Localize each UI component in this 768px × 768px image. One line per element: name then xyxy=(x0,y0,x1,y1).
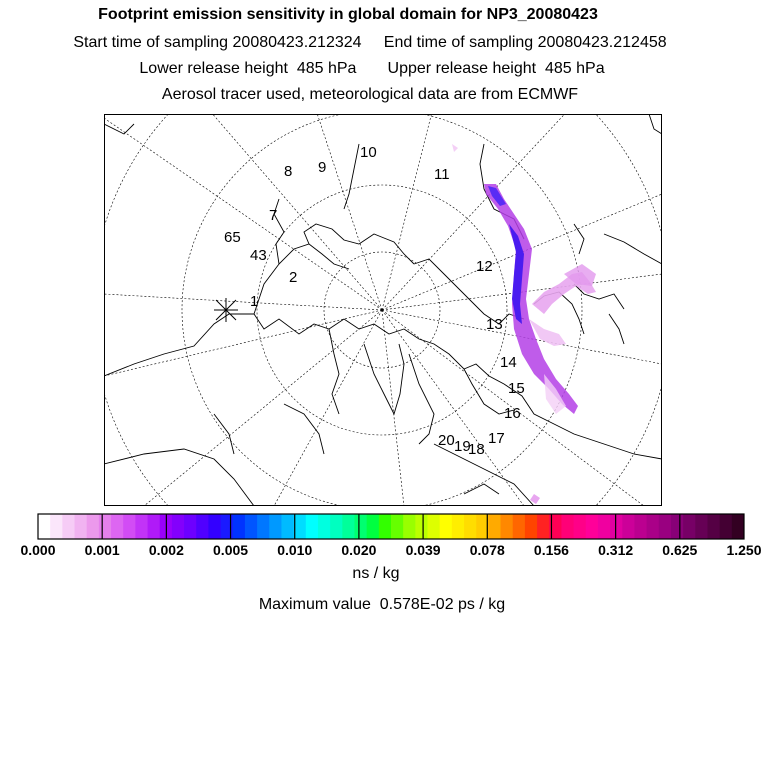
colorbar-tick-label: 0.001 xyxy=(84,542,120,558)
track-label: 12 xyxy=(476,258,493,275)
colorbar-cell xyxy=(354,514,367,539)
track-label: 10 xyxy=(360,144,377,161)
track-label: 13 xyxy=(486,316,503,333)
colorbar-cell xyxy=(525,514,538,539)
colorbar-cell xyxy=(38,514,51,539)
maximum-value-text: Maximum value 0.578E-02 ps / kg xyxy=(258,596,506,613)
colorbar-cell xyxy=(574,514,587,539)
track-label: 20 xyxy=(438,432,455,449)
colorbar-cell xyxy=(50,514,63,539)
plot-title: Footprint emission sensitivity in global domain for NP3_20080423 xyxy=(98,6,598,23)
colorbar-cell xyxy=(440,514,453,539)
colorbar-cell xyxy=(318,514,331,539)
colorbar-cell xyxy=(123,514,136,539)
colorbar-cell xyxy=(87,514,100,539)
colorbar-cell xyxy=(62,514,75,539)
colorbar-cell xyxy=(196,514,209,539)
track-label: 9 xyxy=(318,159,327,176)
colorbar-cell xyxy=(683,514,696,539)
colorbar-tick-labels xyxy=(20,542,761,558)
colorbar-cell xyxy=(647,514,660,539)
track-label: 16 xyxy=(504,405,521,422)
colorbar-cell xyxy=(464,514,477,539)
colorbar-cell xyxy=(659,514,672,539)
colorbar-cell xyxy=(135,514,148,539)
colorbar-cell xyxy=(306,514,319,539)
colorbar-tick-label: 0.312 xyxy=(598,542,634,558)
colorbar-tick-label: 0.020 xyxy=(341,542,377,558)
tracer-info-line: Aerosol tracer used, meteorological data are from ECMWF xyxy=(161,86,579,103)
release-location-marker xyxy=(214,298,238,322)
colorbar-cell xyxy=(342,514,355,539)
track-label: 14 xyxy=(500,354,517,371)
colorbar-cell xyxy=(586,514,599,539)
track-label: 18 xyxy=(468,441,485,458)
colorbar-tick-label: 0.156 xyxy=(533,542,569,558)
colorbar-cell xyxy=(257,514,270,539)
colorbar-cell xyxy=(75,514,88,539)
colorbar-tick-label: 0.625 xyxy=(662,542,698,558)
colorbar-cell xyxy=(695,514,708,539)
track-label: 65 xyxy=(224,229,241,246)
colorbar-cell xyxy=(513,514,526,539)
track-label: 1 xyxy=(250,293,259,310)
sampling-time-line: Start time of sampling 20080423.212324 End time of sampling 20080423.212458 xyxy=(73,34,667,51)
colorbar-tick-label: 0.039 xyxy=(405,542,441,558)
colorbar-cell xyxy=(330,514,343,539)
colorbar-cell xyxy=(415,514,428,539)
colorbar-cell xyxy=(245,514,258,539)
colorbar-cell xyxy=(148,514,161,539)
colorbar-cell xyxy=(184,514,197,539)
colorbar-cell xyxy=(391,514,404,539)
colorbar-tick-label: 0.005 xyxy=(213,542,249,558)
colorbar-tick-label: 0.000 xyxy=(20,542,56,558)
colorbar-cell xyxy=(720,514,733,539)
track-label: 15 xyxy=(508,380,525,397)
colorbar-cell xyxy=(208,514,221,539)
track-label: 11 xyxy=(434,166,450,183)
colorbar-cell xyxy=(732,514,745,539)
colorbar-cell xyxy=(379,514,392,539)
colorbar-cell xyxy=(452,514,465,539)
colorbar-cell xyxy=(233,514,246,539)
track-label: 43 xyxy=(250,247,267,264)
track-label: 19 xyxy=(454,438,471,455)
colorbar-cell xyxy=(634,514,647,539)
track-label: 7 xyxy=(269,207,278,224)
colorbar-cell xyxy=(172,514,185,539)
colorbar-cell xyxy=(269,514,282,539)
colorbar-cell xyxy=(598,514,611,539)
colorbar-cell xyxy=(111,514,124,539)
colorbar-cell xyxy=(622,514,635,539)
colorbar-cell xyxy=(671,514,684,539)
colorbar-tick-label: 0.002 xyxy=(148,542,184,558)
colorbar-tick-label: 0.078 xyxy=(469,542,505,558)
track-label: 2 xyxy=(289,269,298,286)
colorbar-cell xyxy=(99,514,112,539)
colorbar-cell xyxy=(221,514,234,539)
colorbar-cell xyxy=(537,514,550,539)
colorbar-cell xyxy=(488,514,501,539)
colorbar-units: ns / kg xyxy=(352,565,400,582)
colorbar-cell xyxy=(294,514,307,539)
colorbar-cell xyxy=(281,514,294,539)
colorbar-cells xyxy=(38,514,745,539)
colorbar-tick-label: 0.010 xyxy=(277,542,313,558)
release-height-line: Lower release height 485 hPa Upper release height 485 hPa xyxy=(139,60,605,77)
colorbar-cell xyxy=(367,514,380,539)
colorbar-cell xyxy=(428,514,441,539)
track-label: 17 xyxy=(488,430,505,447)
colorbar-cell xyxy=(501,514,514,539)
polar-stereographic-map xyxy=(104,114,662,506)
colorbar xyxy=(0,510,768,560)
colorbar-cell xyxy=(403,514,416,539)
colorbar-cell xyxy=(561,514,574,539)
colorbar-tick-label: 1.250 xyxy=(726,542,762,558)
track-label: 8 xyxy=(284,163,293,180)
colorbar-cell xyxy=(707,514,720,539)
colorbar-cell xyxy=(610,514,623,539)
